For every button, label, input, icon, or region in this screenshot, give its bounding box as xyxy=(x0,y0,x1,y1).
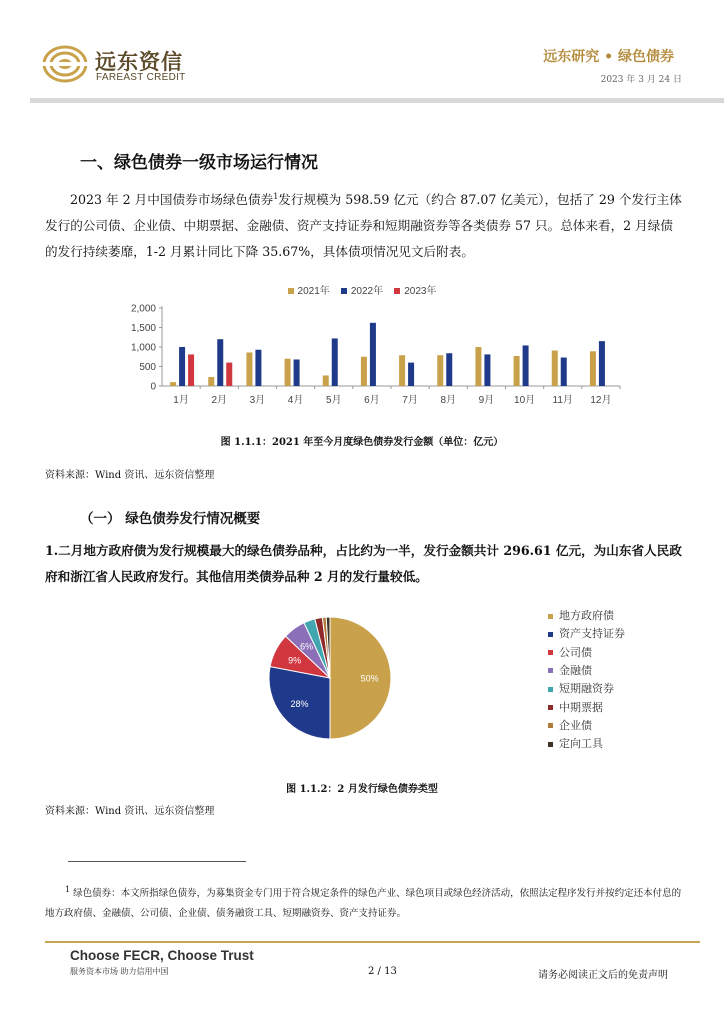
pie-legend-item xyxy=(548,680,614,696)
bar-2022年-8月 xyxy=(446,353,452,386)
page-number: 2 / 13 xyxy=(368,966,397,977)
x-tick-label: 11月 xyxy=(552,395,573,406)
pie-legend-swatch xyxy=(548,632,553,637)
bar-2022年-2月 xyxy=(217,339,223,386)
company-logo-icon xyxy=(42,44,88,84)
x-tick-label: 3月 xyxy=(249,395,266,406)
monthly-issuance-bar-chart xyxy=(110,298,630,410)
logo-chinese-name: 远东资信 xyxy=(95,50,183,74)
pie-legend-item xyxy=(548,699,603,715)
bar-2021年-6月 xyxy=(361,357,367,386)
bar-2022年-11月 xyxy=(561,358,567,386)
x-tick-label: 8月 xyxy=(440,395,457,406)
paragraph-part-b: 发行规模为 598.59 亿元（约合 87.07 亿美元），包括了 29 个发行主体发行的公司债、企业债、中期票据、金融债、资产支持证券和短期融资券等各类债券 57 只。总体来看，2 月绿债的发行持续萎靡，1-2 月累计同比下降 35.67%，具体债项情况见文后附表。 xyxy=(45,192,682,260)
footnote-reference[interactable]: 1 xyxy=(273,192,279,201)
pie-legend-swatch xyxy=(548,742,553,747)
bond-type-pie-chart xyxy=(255,610,405,750)
subsection-title: （一） 绿色债券发行情况概要 xyxy=(80,511,261,527)
header-divider xyxy=(30,98,724,103)
pie-legend-swatch xyxy=(548,687,553,692)
bar-2021年-3月 xyxy=(246,352,252,386)
pie-data-label: 6% xyxy=(300,641,314,652)
section-title: 一、绿色债券一级市场运行情况 xyxy=(80,153,318,173)
pie-legend-item xyxy=(548,662,592,678)
x-tick-label: 1月 xyxy=(173,395,189,406)
pie-legend-label: 地方政府债 xyxy=(559,609,614,622)
bar-chart-legend xyxy=(0,279,724,298)
bar-2022年-6月 xyxy=(370,323,376,386)
subsection-point: 1.二月地方政府债为发行规模最大的绿色债券品种，占比约为一半，发行金额共计 296.61 亿元，为山东省人民政府和浙江省人民政府发行。其他信用类债券品种 2 月的发行量较低。 xyxy=(45,543,682,584)
paragraph-part-a: 2023 年 2 月中国债券市场绿色债券 xyxy=(70,192,274,208)
pie-legend-label: 中期票据 xyxy=(559,700,603,714)
footnote-text: 绿色债券：本文所指绿色债券，为募集资金专门用于符合规定条件的绿色产业、绿色项目或绿色经济活动，依照法定程序发行并按约定还本付息的地方政府债、金融债、公司债、企业债、债务融资工具、短期融资券、资产支持证券。 xyxy=(45,888,682,920)
legend-item-2023: 2023年 xyxy=(394,286,436,297)
footer-slogan: 服务资本市场 助力信用中国 xyxy=(70,967,169,976)
x-tick-label: 4月 xyxy=(287,395,304,406)
pie-legend-label: 公司债 xyxy=(559,645,592,659)
bar-2021年-2月 xyxy=(208,377,214,386)
legend-swatch-2022 xyxy=(341,288,347,294)
pie-legend-swatch xyxy=(548,614,553,619)
x-tick-label: 12月 xyxy=(590,395,612,406)
footer-disclaimer: 请务必阅读正文后的免责声明 xyxy=(538,970,668,981)
bar-2022年-10月 xyxy=(523,345,529,386)
figure1-caption: 图 1.1.1：2021 年至今月度绿色债券发行金额（单位：亿元） xyxy=(220,437,504,448)
bar-2022年-5月 xyxy=(332,338,338,386)
pie-legend-label: 定向工具 xyxy=(559,737,603,751)
pie-legend-swatch xyxy=(548,723,553,728)
legend-item-2021: 2021年 xyxy=(288,286,330,297)
bar-2021年-11月 xyxy=(552,351,558,386)
bar-2022年-1月 xyxy=(179,347,185,386)
pie-legend-label: 企业债 xyxy=(559,718,592,732)
pie-legend-swatch xyxy=(548,705,553,710)
footer-brand: Choose FECR, Choose Trust xyxy=(70,948,254,963)
y-tick-label: 1,500 xyxy=(130,323,156,334)
bar-2023年-2月 xyxy=(226,363,232,386)
logo-english-name: FAREAST CREDIT xyxy=(96,72,186,83)
bar-2023年-1月 xyxy=(188,354,194,386)
pie-legend-item xyxy=(548,644,592,660)
pie-legend-label: 短期融资券 xyxy=(559,682,614,696)
footnote xyxy=(45,880,685,924)
bar-2021年-7月 xyxy=(399,355,405,386)
pie-legend-label: 金融债 xyxy=(559,663,592,677)
report-series: 远东研究 • 绿色债券 xyxy=(543,49,674,65)
pie-legend-item xyxy=(548,625,625,641)
x-tick-label: 7月 xyxy=(402,395,418,406)
x-tick-label: 10月 xyxy=(514,395,536,406)
pie-legend-label: 资产支持证券 xyxy=(559,627,625,641)
legend-swatch-2021 xyxy=(288,288,294,294)
footer-divider xyxy=(45,941,700,943)
bar-2021年-5月 xyxy=(323,375,329,386)
y-tick-label: 0 xyxy=(150,381,156,393)
section-paragraph xyxy=(45,184,685,265)
y-tick-label: 2,000 xyxy=(130,303,156,315)
bar-2021年-9月 xyxy=(475,347,481,386)
bar-2021年-4月 xyxy=(285,359,291,386)
figure2-source: 资料来源：Wind 资讯、远东资信整理 xyxy=(45,806,215,817)
x-tick-label: 2月 xyxy=(211,395,228,406)
bar-2021年-8月 xyxy=(437,355,443,386)
footnote-divider xyxy=(68,861,246,862)
footnote-mark: 1 xyxy=(65,885,71,894)
figure1-source: 资料来源：Wind 资讯、远东资信整理 xyxy=(45,470,215,481)
pie-legend-swatch xyxy=(548,668,553,673)
bar-2022年-3月 xyxy=(255,350,261,386)
bar-2022年-7月 xyxy=(408,363,414,386)
bar-2021年-12月 xyxy=(590,351,596,386)
bar-2021年-10月 xyxy=(514,356,520,386)
bar-2022年-4月 xyxy=(294,359,300,386)
pie-legend-swatch xyxy=(548,650,553,655)
x-tick-label: 6月 xyxy=(364,395,380,406)
report-date: 2023 年 3 月 24 日 xyxy=(600,75,682,85)
figure2-caption: 图 1.1.2：2 月发行绿色债券类型 xyxy=(286,784,438,795)
pie-data-label: 9% xyxy=(288,655,302,666)
pie-legend-item xyxy=(548,717,592,733)
pie-data-label: 50% xyxy=(360,673,379,684)
y-tick-label: 500 xyxy=(139,362,156,373)
bar-2022年-12月 xyxy=(599,341,605,386)
pie-data-label: 28% xyxy=(290,698,309,709)
legend-item-2022: 2022年 xyxy=(341,286,383,297)
x-tick-label: 5月 xyxy=(325,395,342,406)
x-tick-label: 9月 xyxy=(478,395,495,406)
legend-swatch-2023 xyxy=(394,288,400,294)
pie-legend-item xyxy=(548,735,603,751)
bar-2022年-9月 xyxy=(484,354,490,386)
pie-legend-item xyxy=(548,607,614,623)
y-tick-label: 1,000 xyxy=(130,342,156,354)
bar-2021年-1月 xyxy=(170,382,176,386)
